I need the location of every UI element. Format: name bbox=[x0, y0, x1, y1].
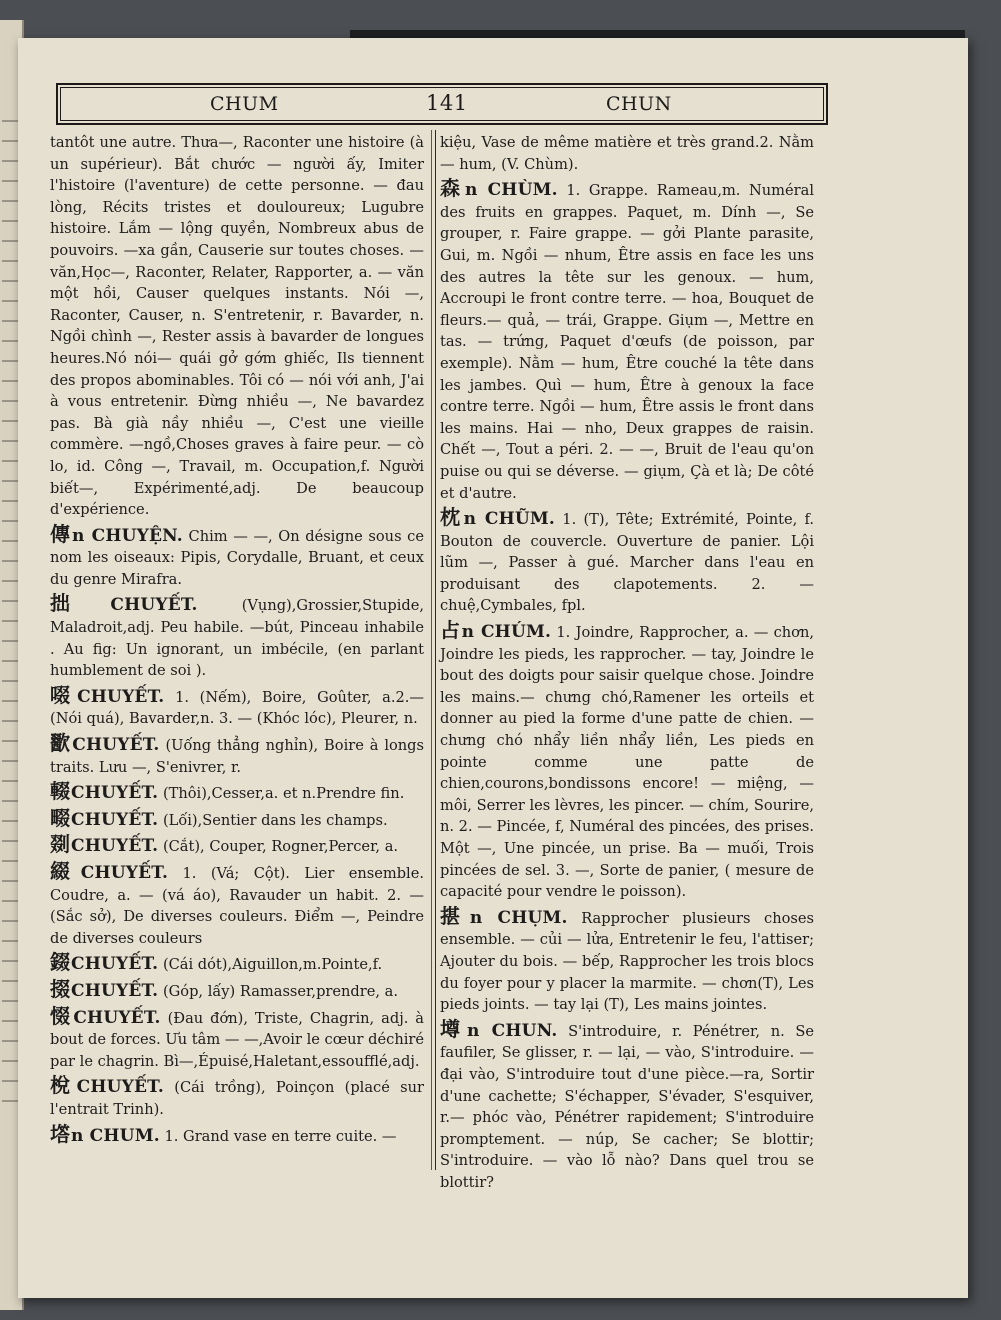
entry-definition: Rapprocher plusieurs choses ensemble. — củi — lửa, Entretenir le feu, l'attiser; Ajouter du bois. — bếp, Rapprocher les trois blocs du foyer pour y placer la marmite. — chơn(T), Les pieds joints. — tay lại (T), Les mains jointes. bbox=[440, 909, 814, 1014]
entry-character: 剟 bbox=[50, 832, 69, 857]
entry-headword: CHUYẾT. bbox=[110, 595, 198, 616]
entry-definition: (Cái dót),Aiguillon,m.Pointe,f. bbox=[162, 956, 383, 974]
entry-headword: n CHUN. bbox=[467, 1020, 558, 1041]
left-column bbox=[50, 132, 424, 1150]
dictionary-entry bbox=[50, 733, 424, 778]
dictionary-entry bbox=[50, 1121, 424, 1148]
previous-page-margin-text bbox=[2, 120, 18, 1120]
dictionary-entry bbox=[440, 903, 814, 1016]
dictionary-entry bbox=[50, 1003, 425, 1073]
dictionary-entry bbox=[440, 1016, 815, 1194]
entry-headword: n CHÙM. bbox=[464, 180, 558, 201]
entry-definition: 1. Grappe. Rameau,m. Numéral des fruits en grappes. Paquet, m. Dính —, Se grouper, r. Faire grappe. — gởi Plante parasite, Gui, m. Ngồi — nhum, Être assis en face les uns des autres la tête sur les genoux. — hum, Accroupi le front contre terre. — hoa, Bouquet de fleurs.— quả, — trái, Grappe. Giụm —, Mettre en tas. — trứng, Paquet d'œufs (de poisson, par exemple). Nằm — hum, Être couché la tête dans les jambes. Quì — hum, Être à genoux la face contre terre. Ngồi — hum, Être assis le front dans les mains. Hai — nho, Deux grappes de raisin. Chết —, Tout a péri. 2. — —, Bruit de l'eau qu'on puise ou qui se déverse. — giụm, Çà et là; De côté et d'autre. bbox=[440, 182, 815, 502]
entry-definition: Chim — —, On désigne sous ce nom les oiseaux: Pipis, Corydalle, Bruant, et ceux du genre Mirafra. bbox=[50, 527, 424, 588]
entry-character: 綴 bbox=[50, 859, 79, 883]
entry-definition: kiệu, Vase de même matière et très grand.2. Nằm — hum, (V. Chùm). bbox=[440, 134, 814, 173]
entry-definition: S'introduire, r. Pénétrer, n. Se faufiler, Se glisser, r. — lại, — vào, S'introduire. —đại vào, S'introduire tout d'une pièce.—ra, Sortir d'une cachette; S'échapper, S'évader, S'esquiver, r.— phóc vào, Pénétrer rapidement; S'introduire promptement. — núp, Se cacher; Se blottir; S'introduire. — vào lỗ nào? Dans quel trou se blottir? bbox=[440, 1022, 815, 1191]
entry-character: 畷 bbox=[50, 805, 69, 830]
entry-definition: (Vụng),Grossier,Stupide, Maladroit,adj. Peu habile. —bút, Pinceau inhabile . Au fig: Un ignorant, un imbécile, (en parlant humblement de soi ). bbox=[50, 597, 424, 680]
entry-character: 惙 bbox=[50, 1003, 72, 1028]
header-right-word: CHUN bbox=[606, 93, 672, 115]
entry-character: 墫 bbox=[440, 1016, 465, 1041]
page-number: 141 bbox=[426, 91, 468, 115]
dictionary-entry bbox=[50, 521, 424, 591]
dictionary-entry bbox=[440, 178, 814, 504]
entry-continuation bbox=[50, 132, 424, 521]
entry-definition: 1. (T), Tête; Extrémité, Pointe, f. Bouton de couvercle. Ouverture de panier. Lội lũm —, Passer à gué. Marcher dans l'eau en produisant des clapotements. 2. — chuệ,Cymbales, fpl. bbox=[440, 511, 815, 615]
entry-headword: CHUYẾT. bbox=[71, 783, 159, 804]
entry-headword: CHUYẾT. bbox=[73, 1007, 161, 1028]
entry-definition: (Đau đớn), Triste, Chagrin, adj. à bout de forces. Ưu tâm — —,Avoir le cœur déchiré par le chagrin. Bì—,Épuisé,Haletant,essoufflé,adj. bbox=[50, 1009, 425, 1070]
dictionary-entry bbox=[50, 593, 424, 681]
entry-headword: n CHỤM. bbox=[469, 907, 568, 928]
dictionary-entry bbox=[50, 976, 424, 1003]
column-divider-inner bbox=[431, 130, 432, 1170]
dictionary-entry bbox=[50, 861, 424, 949]
entry-definition: tantôt une autre. Thưa—, Raconter une histoire (à un supérieur). Bắt chước — người ấy, Imiter l'histoire (l'aventure) de cette personne. — đau lòng, Récits tristes et douloureux; Lugubre histoire. Lắm — lộng quyền, Nombreux abus de pouvoirs. —xa gần, Causerie sur toutes choses. —văn,Học—, Raconter, Relater, Rapporter, a. — văn một hồi, Causer quelques instants. Nói —, Raconter, Causer, n. S'entretenir, r. Bavarder, n. Ngồi chình —, Rester assis à bavarder de longues heures.Nó nói— quái gở gớm ghiếc, Ils tiennent des propos abominables. Tôi có — nói với anh, J'ai à vous entretenir. Đừng nhiều —, Ne bavardez pas. Bà già nầy nhiều —, C'est une vieille commère. —ngồ,Choses graves à faire peur. — cò lo, id. Công —, Travail, m. Occupation,f. Người biết—, Expérimenté,adj. De beaucoup d'expérience. bbox=[50, 134, 424, 519]
entry-character: 梲 bbox=[50, 1073, 75, 1098]
dictionary-entry bbox=[50, 805, 424, 832]
entry-headword: CHUYẾT. bbox=[80, 863, 169, 883]
dictionary-entry bbox=[50, 682, 425, 730]
entry-headword: n CHŨM. bbox=[463, 509, 556, 530]
entry-character: 掇 bbox=[50, 976, 69, 1001]
entry-definition: (Góp, lấy) Ramasser,prendre, a. bbox=[162, 982, 398, 1000]
entry-headword: CHUYẾT. bbox=[71, 809, 159, 830]
entry-character: 揕 bbox=[440, 903, 468, 928]
entry-definition: (Cái trồng), Poinçon (placé sur l'entrait Trinh). bbox=[50, 1079, 424, 1118]
entry-headword: n CHUYỆN. bbox=[71, 525, 183, 546]
entry-character: 㙮 bbox=[50, 1121, 69, 1146]
entry-character: 傳 bbox=[50, 521, 70, 546]
entry-continuation bbox=[440, 132, 814, 175]
entry-definition: 1. (Vá; Cột). Lier ensemble. Coudre, a. — (vá áo), Ravauder un habit. 2. — (Sắc sở), De diverses couleurs. Điểm —, Peindre de diverses couleurs bbox=[50, 865, 424, 947]
entry-definition: (Cắt), Couper, Rogner,Percer, a. bbox=[162, 838, 399, 856]
page-header bbox=[56, 83, 828, 125]
entry-headword: CHUYẾT. bbox=[72, 735, 160, 756]
dictionary-entry bbox=[440, 507, 814, 617]
entry-definition: (Lối),Sentier dans les champs. bbox=[162, 811, 388, 829]
entry-definition: 1. Joindre, Rapprocher, a. — chơn, Joindre les pieds, les rapprocher. — tay, Joindre le bout des doigts pour saisir quelque chose. Joindre les mains.— chưng chó,Ramener les orteils et donner au pied la forme d'une patte de chien. — chưng chó nhẩy liền nhẩy liền, Les pieds en pointe comme une patte de chien,courons,bondissons encore! — miệng, — môi, Serrer les lèvres, les pincer. — chím, Sourire, n. 2. — Pincée, f, Numéral des pincées, des prises. Một —, Une pincée, un prise. Ba — muối, Trois pincées de sel. 3. —, Sorte de panier, ( mesure de capacité pour vendre le poisson). bbox=[440, 624, 814, 901]
column-divider bbox=[435, 130, 436, 1170]
entry-definition: 1. (Nếm), Boire, Goûter, a.2.— (Nói quá), Bavarder,n. 3. — (Khóc lóc), Pleurer, n. bbox=[50, 688, 425, 728]
entry-headword: CHUYẾT. bbox=[71, 980, 159, 1001]
entry-character: 啜 bbox=[50, 682, 76, 707]
dictionary-entry bbox=[50, 834, 424, 858]
entry-definition: 1. Grand vase en terre cuite. — bbox=[164, 1127, 397, 1145]
entry-headword: CHUYẾT. bbox=[71, 954, 159, 975]
entry-headword: CHUYẾT. bbox=[77, 686, 165, 707]
dictionary-entry bbox=[50, 1075, 424, 1120]
entry-character: 輟 bbox=[50, 779, 69, 804]
entry-headword: CHUYẾT. bbox=[71, 836, 159, 857]
dictionary-entry bbox=[50, 952, 424, 976]
entry-definition: (Uống thẳng nghỉn), Boire à longs traits. Lưu —, S'enivrer, r. bbox=[50, 737, 425, 776]
dictionary-entry bbox=[50, 781, 424, 805]
entry-headword: CHUYẾT. bbox=[76, 1077, 164, 1098]
right-column bbox=[440, 132, 814, 1197]
entry-character: 錣 bbox=[50, 950, 69, 975]
dictionary-entry bbox=[440, 620, 814, 903]
entry-definition: (Thôi),Cesser,a. et n.Prendre fin. bbox=[162, 785, 405, 803]
entry-character: 歠 bbox=[50, 731, 71, 756]
entry-headword: n CHÚM. bbox=[461, 622, 552, 643]
entry-character: 占 bbox=[440, 618, 460, 643]
entry-character: 森 bbox=[440, 176, 463, 201]
header-left-word: CHUM bbox=[210, 93, 279, 115]
entry-character: 枕 bbox=[440, 505, 462, 530]
entry-headword: n CHUM. bbox=[71, 1125, 160, 1146]
entry-character: 拙 bbox=[50, 591, 109, 616]
